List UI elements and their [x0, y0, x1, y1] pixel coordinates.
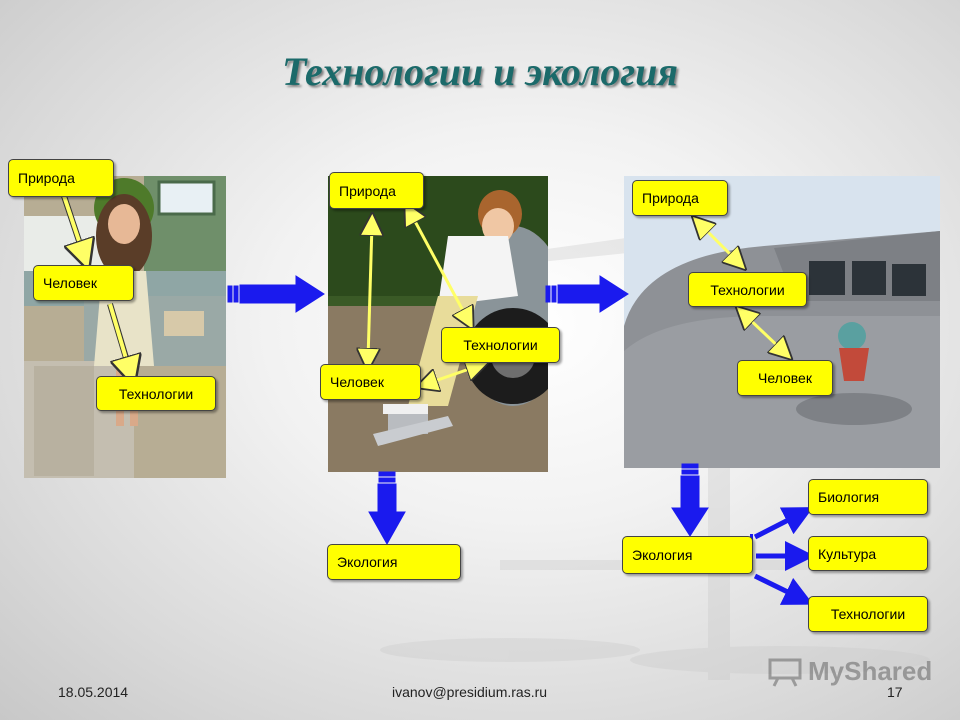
presentation-icon: [768, 657, 802, 687]
bomber-aircraft-nose-photo: [624, 176, 940, 468]
child-with-bicycle-pump-photo: [328, 176, 548, 472]
panel1-nature-box: Природа: [8, 159, 114, 197]
myshared-watermark: [768, 656, 932, 687]
panel3-human-box: Человек: [737, 360, 833, 396]
panel1-technology-box: Технологии: [96, 376, 216, 411]
footer-page-number: 17: [887, 684, 903, 700]
slide-title: Технологии и экология: [282, 49, 678, 94]
technology-branch-box: Технологии: [808, 596, 928, 632]
footer-date: 18.05.2014: [58, 684, 129, 700]
footer-email: ivanov@presidium.ras.ru: [392, 684, 548, 700]
girl-in-wreath-photo: [24, 176, 226, 478]
panel1-human-box: Человек: [33, 265, 134, 301]
watermark-text: MyShared: [808, 656, 933, 686]
culture-box: Культура: [808, 536, 928, 571]
panel2-nature-box: Природа: [329, 172, 424, 209]
ecology-box-right: Экология: [622, 536, 753, 574]
panel3-technology-box: Технологии: [688, 272, 807, 307]
ecology-box-center: Экология: [327, 544, 461, 580]
panel3-nature-box: Природа: [632, 180, 728, 216]
panel2-human-box: Человек: [320, 364, 421, 400]
panel2-technology-box: Технологии: [441, 327, 560, 363]
biology-box: Биология: [808, 479, 928, 515]
